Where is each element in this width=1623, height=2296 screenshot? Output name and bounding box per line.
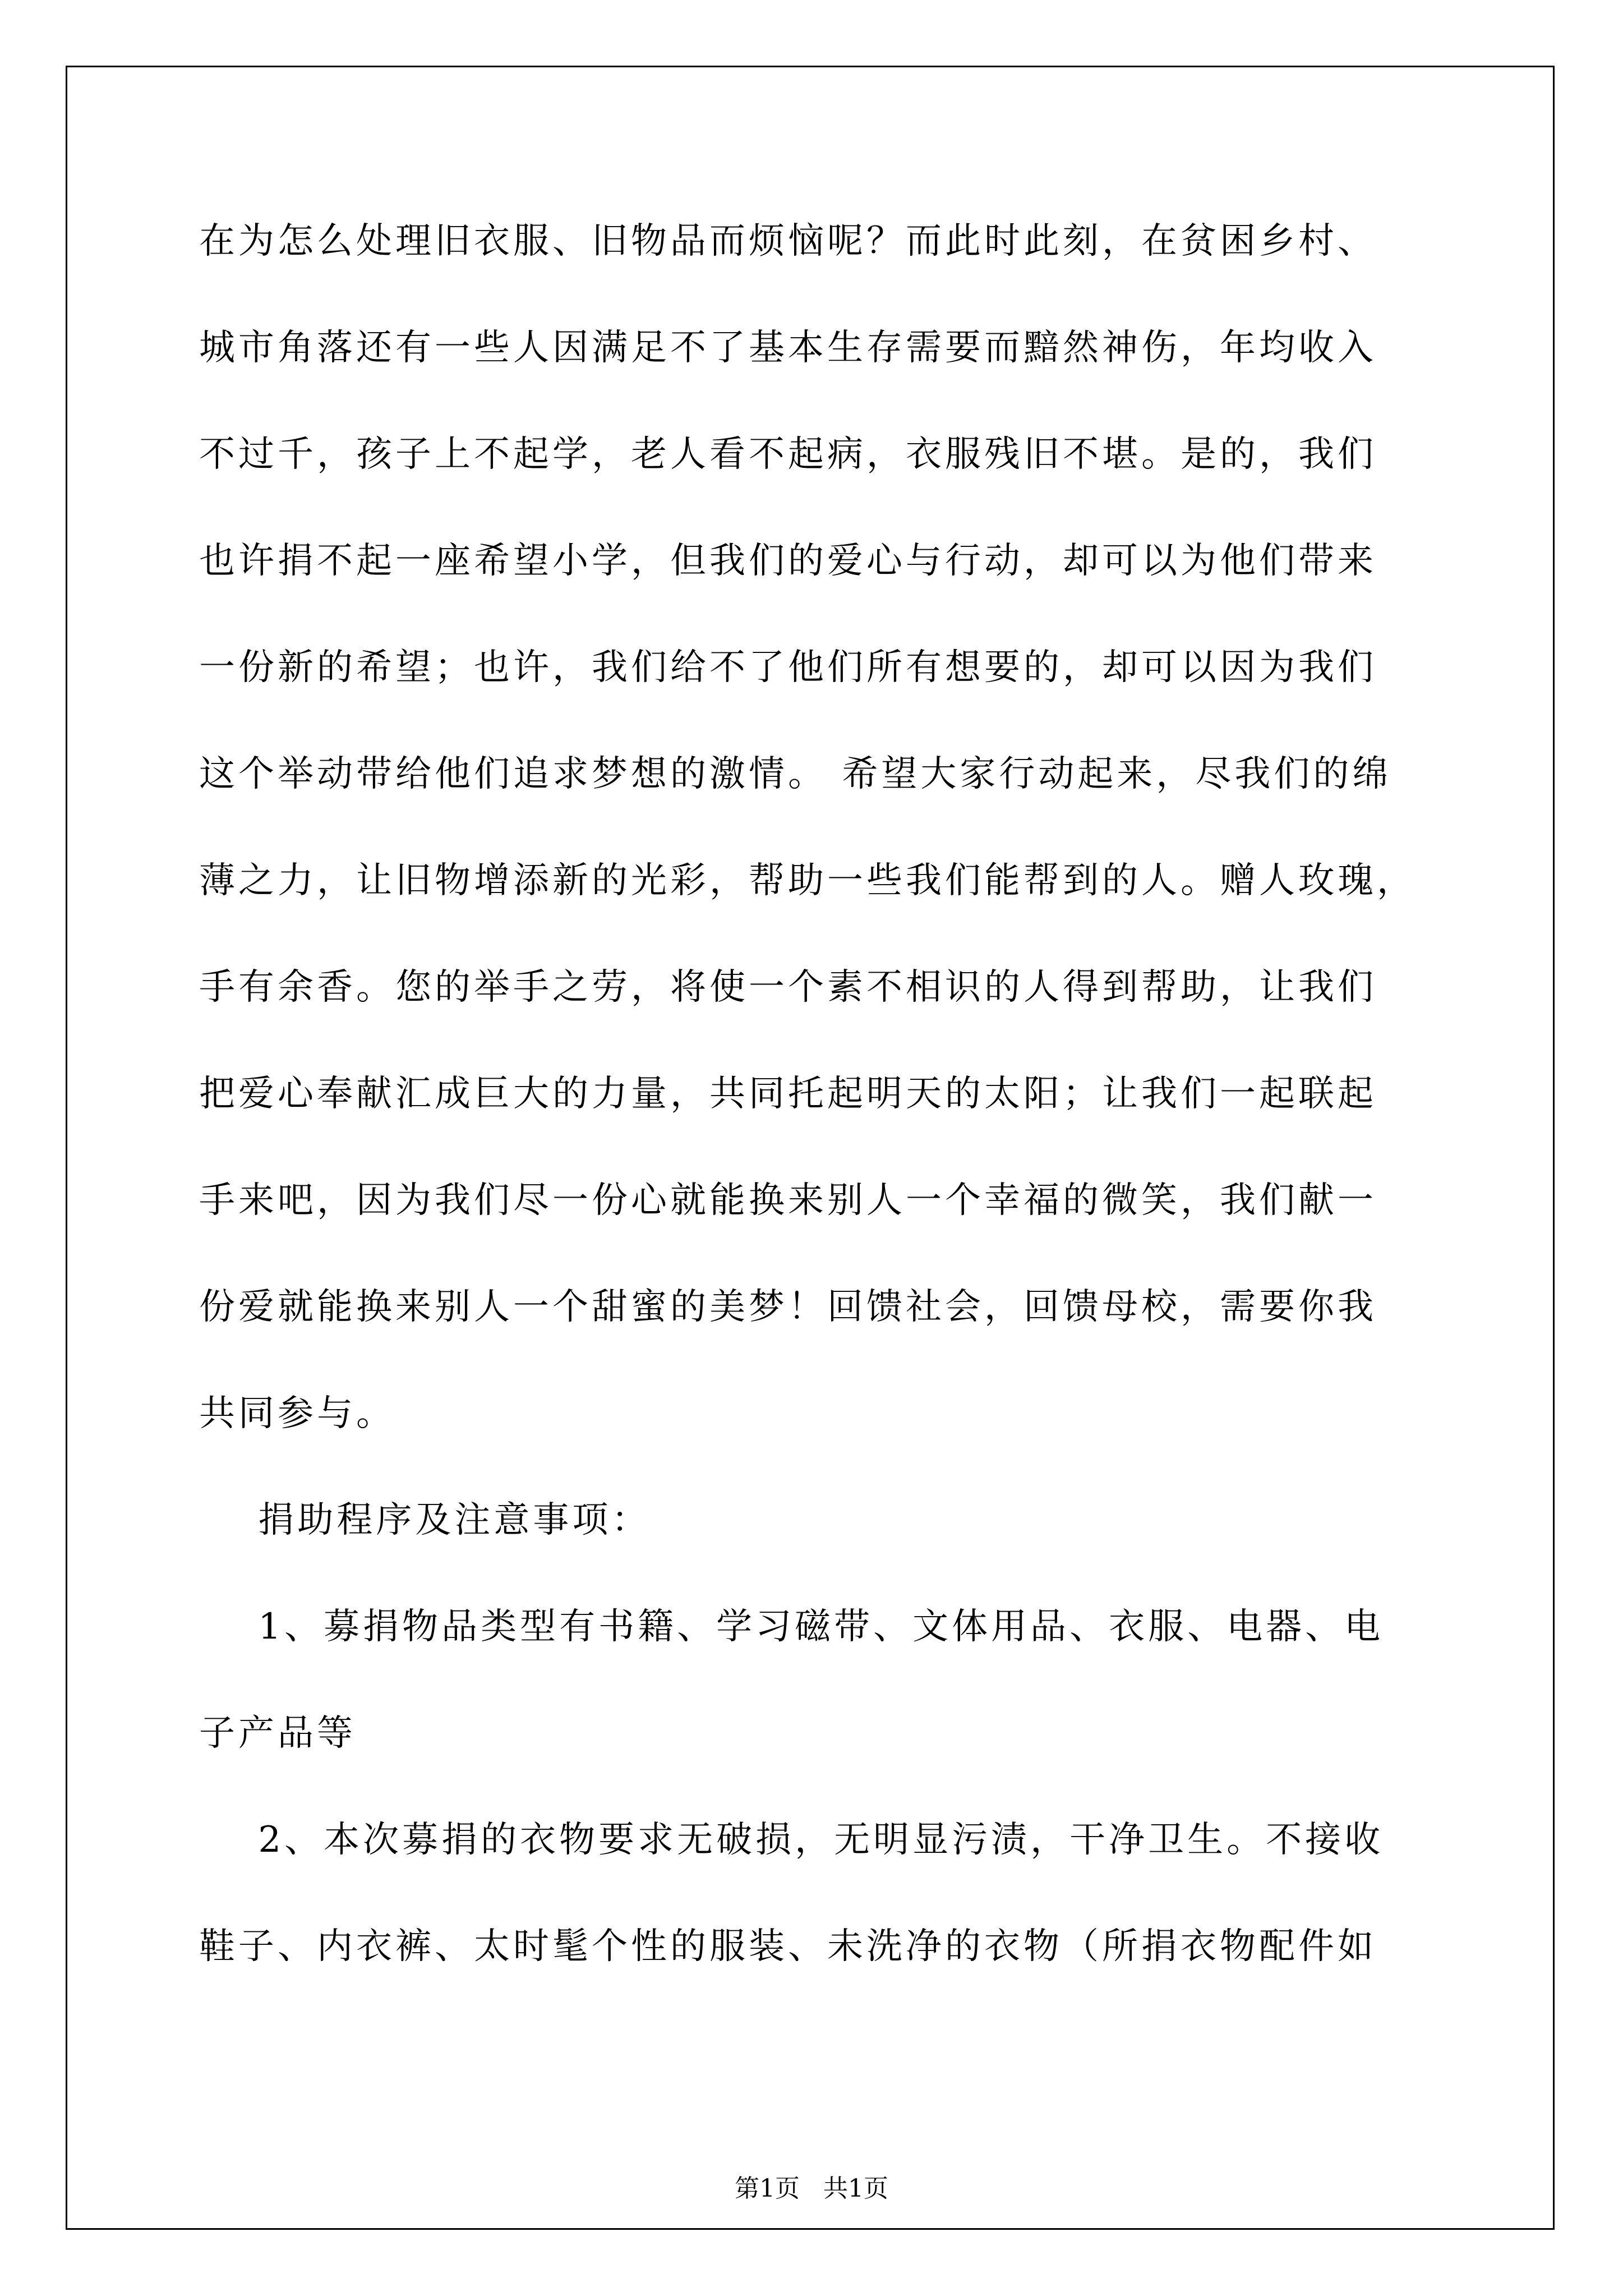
body-text-line: 手有余香。您的举手之劳，将使一个素不相识的人得到帮助，让我们 (199, 967, 1377, 1008)
body-text-line: 城市角落还有一些人因满足不了基本生存需要而黯然神伤，年均收入 (199, 327, 1377, 369)
list-item: 1、募捐物品类型有书籍、学习磁带、文体用品、衣服、电器、电 (199, 1606, 1384, 1648)
list-item: 2、本次募捐的衣物要求无破损，无明显污渍，干净卫生。不接收 (199, 1819, 1384, 1861)
body-text-line: 手来吧，因为我们尽一份心就能换来别人一个幸福的微笑，我们献一 (199, 1180, 1377, 1221)
section-heading: 捐助程序及注意事项： (199, 1499, 651, 1541)
page-border (66, 66, 1555, 2230)
body-text-line: 把爱心奉献汇成巨大的力量，共同托起明天的太阳；让我们一起联起 (199, 1073, 1377, 1115)
body-text-line: 一份新的希望；也许，我们给不了他们所有想要的，却可以因为我们 (199, 647, 1377, 688)
body-text-line: 份爱就能换来别人一个甜蜜的美梦！回馈社会，回馈母校，需要你我 (199, 1286, 1377, 1328)
body-text-line: 薄之力，让旧物增添新的光彩，帮助一些我们能帮到的人。赠人玫瑰， (199, 860, 1416, 901)
page-number-footer: 第1页 共1页 (735, 2174, 888, 2203)
body-text-line: 共同参与。 (199, 1393, 395, 1434)
body-text-line: 不过千，孩子上不起学，老人看不起病，衣服残旧不堪。是的，我们 (199, 434, 1377, 475)
list-item-continuation: 子产品等 (199, 1713, 356, 1754)
body-text-line: 也许捐不起一座希望小学，但我们的爱心与行动，却可以为他们带来 (199, 540, 1377, 582)
body-text-line: 这个举动带给他们追求梦想的激情。 希望大家行动起来，尽我们的绵 (199, 753, 1392, 795)
body-text-line: 在为怎么处理旧衣服、旧物品而烦恼呢？而此时此刻，在贫困乡村、 (199, 220, 1377, 262)
list-item-continuation: 鞋子、内衣裤、太时髦个性的服装、未洗净的衣物（所捐衣物配件如 (199, 1926, 1377, 1967)
